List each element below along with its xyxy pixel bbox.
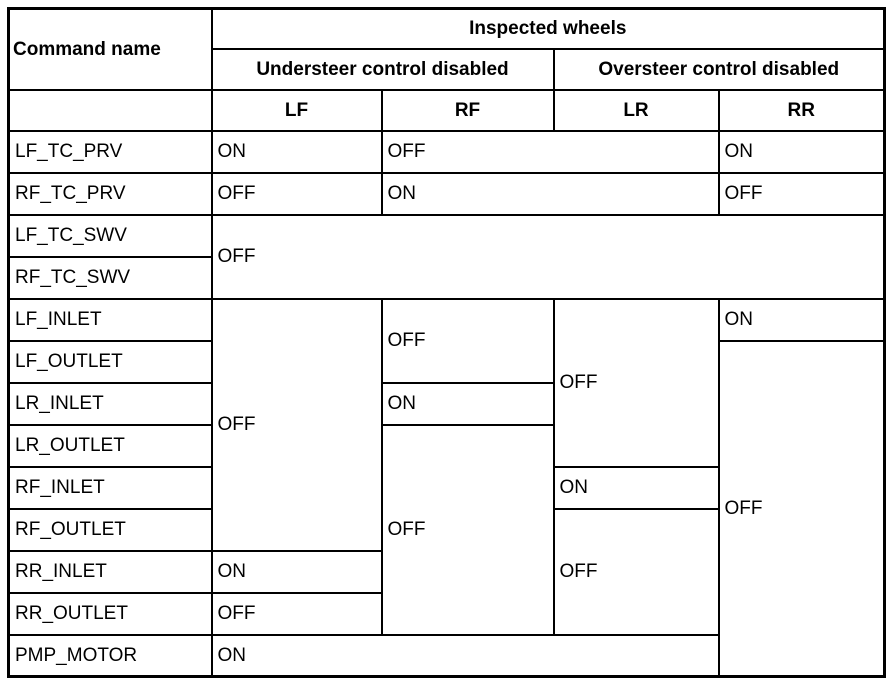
command-name-cell: RF_TC_SWV <box>9 257 212 299</box>
wheel-header-lr: LR <box>554 90 719 131</box>
command-name-cell: RF_OUTLET <box>9 509 212 551</box>
command-name-cell: LF_TC_SWV <box>9 215 212 257</box>
command-name-cell: LF_OUTLET <box>9 341 212 383</box>
valve-command-table <box>7 7 886 678</box>
table-row <box>9 215 885 257</box>
command-name-cell: RR_OUTLET <box>9 593 212 635</box>
command-name-cell: RR_INLET <box>9 551 212 593</box>
command-name-cell: LR_INLET <box>9 383 212 425</box>
value-cell: ON <box>719 299 885 341</box>
command-name-cell: RF_TC_PRV <box>9 173 212 215</box>
value-cell: OFF <box>212 593 382 635</box>
value-cell: OFF <box>719 341 885 677</box>
value-cell: OFF <box>554 299 719 467</box>
table-row <box>9 299 885 341</box>
value-cell: OFF <box>212 173 382 215</box>
header-empty-cell <box>9 90 212 131</box>
header-row-3 <box>9 90 885 131</box>
wheel-header-lf: LF <box>212 90 382 131</box>
wheel-header-rr: RR <box>719 90 885 131</box>
understeer-header: Understeer control disabled <box>212 49 554 90</box>
value-cell: OFF <box>382 425 554 635</box>
value-cell: OFF <box>719 173 885 215</box>
value-cell: OFF <box>554 509 719 635</box>
command-name-cell: LF_INLET <box>9 299 212 341</box>
value-cell: OFF <box>382 299 554 383</box>
command-name-cell: RF_INLET <box>9 467 212 509</box>
header-row-1 <box>9 9 885 49</box>
table-row <box>9 635 885 677</box>
table-row <box>9 173 885 215</box>
table-row <box>9 131 885 173</box>
value-cell: ON <box>212 551 382 593</box>
value-cell: ON <box>719 131 885 173</box>
command-name-cell: LR_OUTLET <box>9 425 212 467</box>
command-name-header: Command name <box>9 9 212 90</box>
inspected-wheels-header: Inspected wheels <box>212 9 885 49</box>
wheel-header-rf: RF <box>382 90 554 131</box>
valve-command-table-container <box>7 7 886 678</box>
value-cell: OFF <box>212 215 885 299</box>
command-name-cell: LF_TC_PRV <box>9 131 212 173</box>
value-cell: OFF <box>212 299 382 551</box>
command-name-cell: PMP_MOTOR <box>9 635 212 677</box>
value-cell: ON <box>212 131 382 173</box>
value-cell: ON <box>212 635 885 677</box>
value-cell: OFF <box>382 131 719 173</box>
value-cell: ON <box>382 383 554 425</box>
value-cell: ON <box>554 467 719 509</box>
oversteer-header: Oversteer control disabled <box>554 49 885 90</box>
value-cell: ON <box>382 173 719 215</box>
